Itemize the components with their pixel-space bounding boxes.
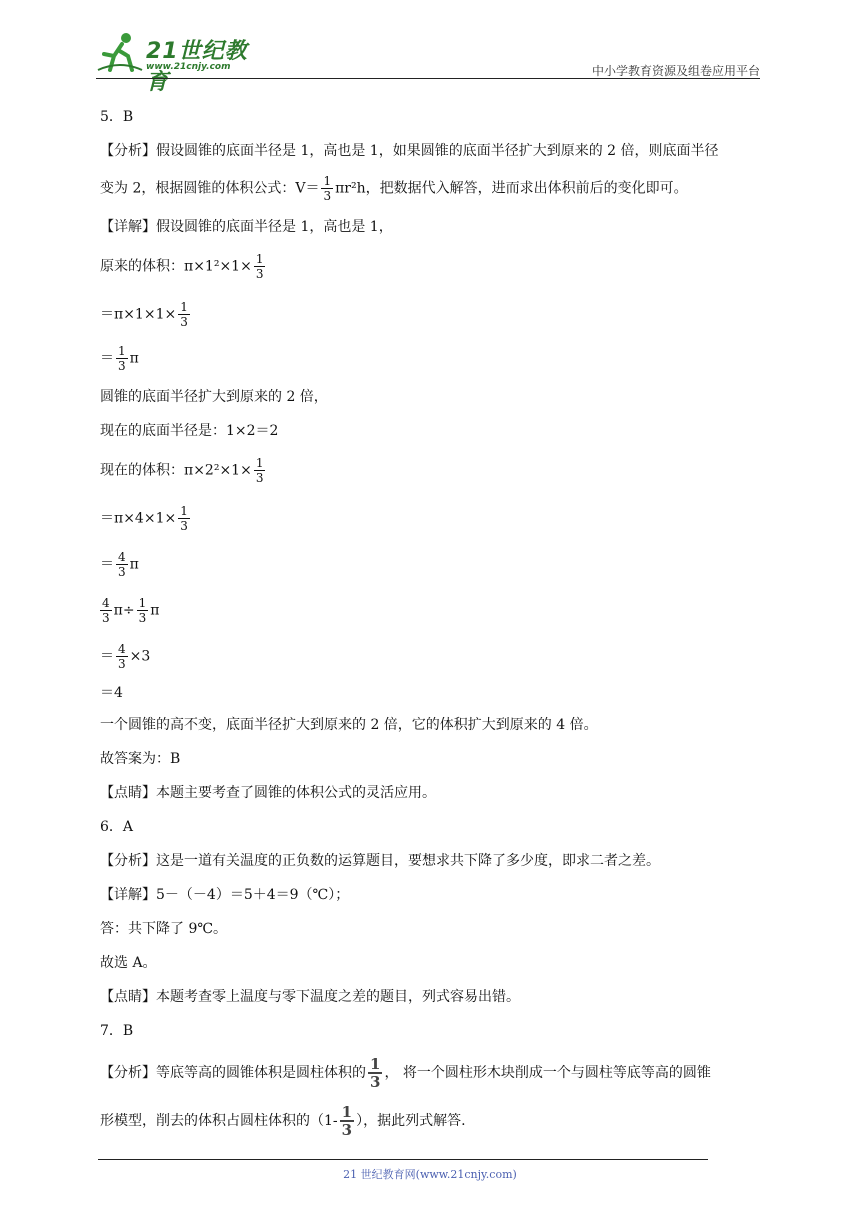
fraction-four-thirds: $\frac{4}{3}$	[118, 550, 126, 579]
q5-step5: ＝ $\frac{4}{3}$ ×3	[100, 642, 151, 671]
q5-analysis-line2	[100, 174, 688, 203]
q6-analysis: 【分析】这是一道有关温度的正负数的运算题目，要想求共下降了多少度，即求二者之差。	[100, 853, 660, 869]
q5-new-volume: 现在的体积：π×2²×1× $\frac{1}{3}$	[100, 456, 264, 485]
q7-analysis-line1: 【分析】等底等高的圆锥体积是圆柱体积的 $\frac{1}{3}$ ， 将一个圆柱形木块削成一个与圆柱等底等高的圆锥	[100, 1055, 711, 1091]
q5-step2: ＝ $\frac{1}{3}$ π	[100, 344, 139, 373]
fraction-one-third: $\frac{1}{3}$	[341, 1103, 353, 1139]
fraction-one-third: $\frac{1}{3}$	[118, 344, 126, 373]
q6-choose: 故选 A。	[100, 955, 157, 971]
fraction-one-third: $\frac{1}{3}$	[255, 456, 264, 485]
q5-final-answer: 故答案为：B	[100, 751, 181, 767]
q5-conclusion: 一个圆锥的高不变，底面半径扩大到原来的 2 倍，它的体积扩大到原来的 4 倍。	[100, 717, 598, 733]
fraction-one-third: $\frac{1}{3}$	[138, 596, 147, 625]
q7-answer: 7．B	[100, 1023, 134, 1039]
site-logo	[96, 30, 266, 95]
header-divider	[96, 78, 760, 79]
q5-analysis-text-b: πr²h，把数据代入解答，进而求出体积前后的变化即可。	[335, 180, 688, 197]
page-header	[96, 30, 760, 95]
q5-analysis-text-a: 变为 2，根据圆锥的体积公式：V＝	[100, 180, 320, 197]
q5-original-volume: 原来的体积：π×1²×1× $\frac{1}{3}$	[100, 252, 264, 281]
q5-comment: 【点睛】本题主要考查了圆锥的体积公式的灵活应用。	[100, 785, 436, 801]
q6-comment: 【点睛】本题考查零上温度与零下温度之差的题目，列式容易出错。	[100, 989, 520, 1005]
q6-answer: 6．A	[100, 819, 134, 835]
footer-divider	[98, 1159, 708, 1160]
fraction-four-thirds: $\frac{4}{3}$	[118, 642, 126, 671]
q5-ratio: $\frac{4}{3}$ π÷ $\frac{1}{3}$ π	[102, 596, 160, 625]
q7-analysis-line2: 形模型，削去的体积占圆柱体积的（1- $\frac{1}{3}$ ），据此列式解答.	[100, 1103, 466, 1139]
header-platform-name: 中小学教育资源及组卷应用平台	[591, 64, 760, 78]
fraction-one-third: $\frac{1}{3}$	[323, 174, 332, 203]
fraction-one-third: $\frac{1}{3}$	[255, 252, 264, 281]
q5-step4: ＝ $\frac{4}{3}$ π	[100, 550, 139, 579]
q5-step6: ＝4	[100, 685, 123, 701]
logo-text: 21世纪教育	[146, 39, 248, 95]
page-footer: 21 世纪教育网(www.21cnjy.com)	[343, 1168, 517, 1181]
q5-analysis-line1: 【分析】假设圆锥的底面半径是 1，高也是 1，如果圆锥的底面半径扩大到原来的 2 倍，则底面半径	[100, 143, 719, 159]
fraction-four-thirds: $\frac{4}{3}$	[102, 596, 110, 625]
q6-reply: 答：共下降了 9℃。	[100, 921, 228, 937]
fraction-one-third: $\frac{1}{3}$	[370, 1055, 381, 1091]
q5-step1: ＝π×1×1× $\frac{1}{3}$	[100, 300, 188, 329]
logo-url: www.21cnjy.com	[146, 62, 231, 72]
q5-step3: ＝π×4×1× $\frac{1}{3}$	[100, 504, 188, 533]
fraction-one-third: $\frac{1}{3}$	[180, 300, 188, 329]
q5-detail-line1: 【详解】假设圆锥的底面半径是 1，高也是 1，	[100, 219, 393, 235]
q5-new-radius: 现在的底面半径是：1×2＝2	[100, 423, 279, 439]
q5-expand: 圆锥的底面半径扩大到原来的 2 倍，	[100, 389, 328, 405]
fraction-one-third: $\frac{1}{3}$	[180, 504, 188, 533]
runner-logo-icon	[96, 30, 144, 74]
q5-answer: 5．B	[100, 109, 134, 125]
q6-detail: 【详解】5－（－4）＝5＋4＝9（℃）；	[100, 887, 350, 903]
